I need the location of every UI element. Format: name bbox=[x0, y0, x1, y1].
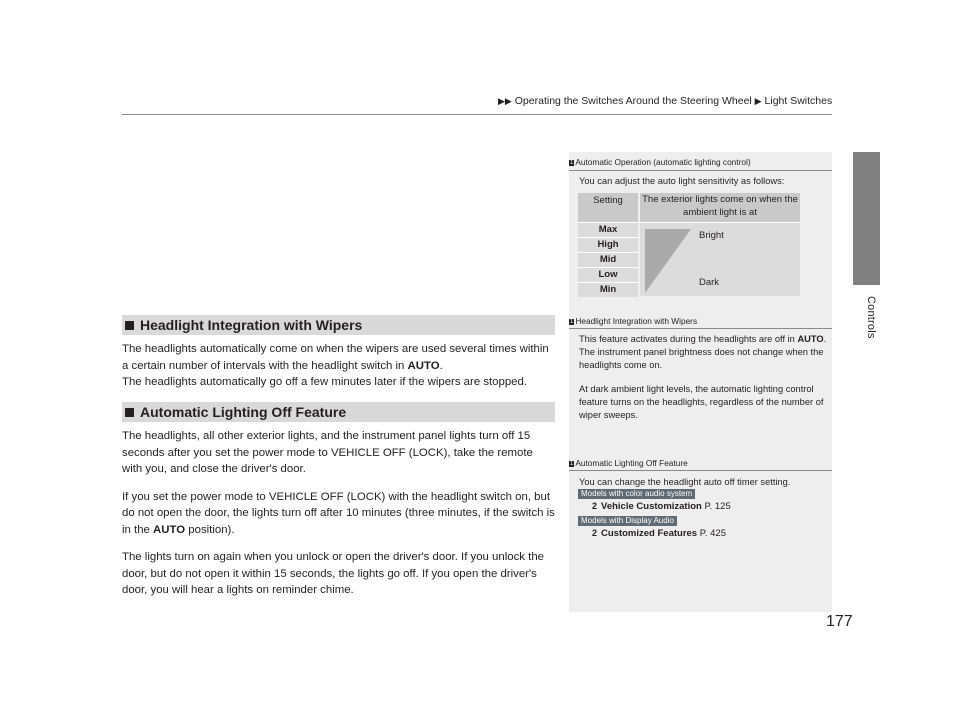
paragraph: At dark ambient light levels, the automatic lighting control feature turns on the headlights, regardless of the number of wiper sweeps. bbox=[579, 384, 824, 420]
section-square-icon bbox=[125, 321, 134, 330]
paragraph: If you set the power mode to VEHICLE OFF (LOCK) with the headlight switch on, but do not open the door, the lights turn off after 10 minutes (three minutes, if the switch is in the AUTO position). bbox=[122, 490, 555, 536]
xref-customized-features[interactable]: 2 Customized Features P. 425 bbox=[592, 528, 726, 539]
paragraph: The headlights automatically go off a few minutes later if the wipers are stopped. bbox=[122, 376, 528, 388]
model-badge-color-audio: Models with color audio system bbox=[578, 489, 695, 499]
sensitivity-settings-column bbox=[578, 222, 638, 297]
note-number-icon: 1 bbox=[570, 160, 574, 166]
table-cell-setting: Max bbox=[578, 222, 638, 237]
note-divider bbox=[569, 328, 832, 329]
note-number-icon: 1 bbox=[570, 461, 574, 467]
breadcrumb-arrow-icon: ▶ bbox=[754, 96, 762, 106]
breadcrumb-arrow-icon: ▶▶ bbox=[498, 96, 512, 106]
xref-arrow-icon: 2 bbox=[592, 501, 598, 511]
note-text-headlight-integration bbox=[579, 333, 829, 422]
section-heading-auto-off: Automatic Lighting Off Feature bbox=[122, 402, 555, 422]
gauge-wedge bbox=[645, 229, 691, 293]
chapter-tab bbox=[853, 152, 880, 285]
breadcrumb-item-1[interactable]: Operating the Switches Around the Steering Wheel bbox=[514, 95, 752, 107]
headlight-integration-body bbox=[122, 341, 556, 391]
note-title-auto-operation: 1 Automatic Operation (automatic lighting control) bbox=[570, 157, 751, 167]
table-cell-setting: Min bbox=[578, 282, 638, 297]
xref-arrow-icon: 2 bbox=[592, 528, 598, 538]
note-text-auto-off: You can change the headlight auto off timer setting. bbox=[579, 477, 791, 487]
auto-off-body bbox=[122, 428, 556, 599]
paragraph: The headlights, all other exterior lights, and the instrument panel lights turn off 15 seconds after you set the power mode to VEHICLE OFF (LOCK), take the remote with you, and close the driver's door. bbox=[122, 430, 533, 475]
note-divider bbox=[569, 170, 832, 171]
paragraph: The instrument panel brightness does not change when the headlights come on. bbox=[579, 346, 824, 370]
note-divider bbox=[569, 470, 832, 471]
model-badge-display-audio: Models with Display Audio bbox=[578, 516, 677, 526]
section-square-icon bbox=[125, 408, 134, 417]
paragraph: This feature activates during the headlights are off in AUTO. bbox=[579, 334, 827, 344]
table-cell-setting: Mid bbox=[578, 252, 638, 267]
paragraph: The headlights automatically come on when the wipers are used several times within a certain number of intervals with the headlight switch in AUTO. bbox=[122, 343, 549, 372]
section-heading-headlight-integration: Headlight Integration with Wipers bbox=[122, 315, 555, 335]
bright-label: Bright bbox=[699, 230, 724, 241]
note-title-headlight-integration: 1 Headlight Integration with Wipers bbox=[570, 316, 698, 326]
table-header-setting: Setting bbox=[578, 193, 638, 222]
page-number: 177 bbox=[826, 613, 853, 630]
paragraph: The lights turn on again when you unlock or open the driver's door. If you unlock the door, but do not open it within 15 seconds, the lights go off. If you open the driver's door, you will hear a lights on reminder chime. bbox=[122, 551, 544, 596]
chapter-tab-label: Controls bbox=[865, 296, 877, 339]
xref-vehicle-customization[interactable]: 2 Vehicle Customization P. 125 bbox=[592, 501, 731, 512]
header-divider bbox=[122, 114, 832, 115]
table-cell-setting: Low bbox=[578, 267, 638, 282]
breadcrumb-item-2[interactable]: Light Switches bbox=[764, 95, 833, 107]
sensitivity-table-header bbox=[578, 193, 800, 222]
breadcrumb bbox=[498, 95, 832, 107]
dark-label: Dark bbox=[699, 277, 720, 288]
sensitivity-gauge-icon bbox=[645, 225, 695, 293]
note-number-icon: 1 bbox=[570, 319, 574, 325]
note-text: You can adjust the auto light sensitivity as follows: bbox=[579, 176, 785, 186]
table-cell-setting: High bbox=[578, 237, 638, 252]
note-title-auto-off: 1 Automatic Lighting Off Feature bbox=[570, 458, 688, 468]
table-header-ambient: The exterior lights come on when the ambient light is at bbox=[640, 193, 800, 222]
